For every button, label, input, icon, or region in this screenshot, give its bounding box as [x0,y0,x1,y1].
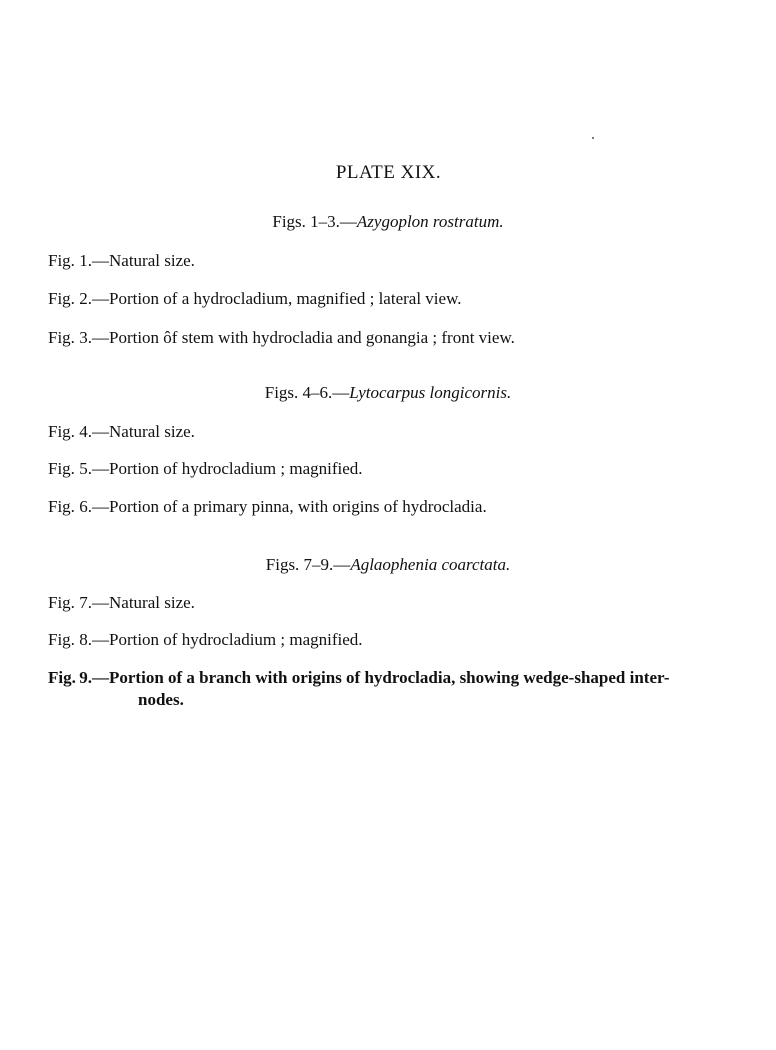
group-heading-prefix: Figs. 1–3.— [272,212,357,231]
fig-label: Fig. [48,289,75,308]
group-heading-prefix: Figs. 7–9.— [265,555,351,574]
fig-text: 5.—Portion of hydrocladium ; magnified. [79,459,363,478]
fig-label: Fig. [48,422,75,441]
fig-label: Fig. [48,328,75,347]
fig-label: Fig. [48,668,76,687]
species-name: Aglaophenia coarctata. [350,555,511,574]
fig-text: 6.—Portion of a primary pinna, with origins of hydrocladia. [79,497,487,516]
figure-caption-4 [48,421,728,443]
fig-text: 7.—Natural size. [79,593,195,612]
fig-text: 8.—Portion of hydrocladium ; magnified. [79,630,363,649]
fig-label: Fig. [48,497,75,516]
paper-speck [592,137,594,139]
figure-caption-7 [48,592,728,614]
figure-caption-9 [48,667,728,711]
fig-label: Fig. [48,630,75,649]
figure-caption-6 [48,496,728,518]
species-name: Lytocarpus longicornis. [349,383,512,402]
group-heading-prefix: Figs. 4–6.— [264,383,350,402]
species-name: Azygoplon rostratum. [356,212,504,231]
fig-text: 9.—Portion of a branch with origins of hydrocladia, showing wedge-shaped inter- [79,668,670,687]
plate-title-text: PLATE XIX. [335,162,442,183]
fig-text: 3.—Portion ôf stem with hydrocladia and gonangia ; front view. [79,328,515,347]
fig-text: 1.—Natural size. [79,251,195,270]
fig-label: Fig. [48,459,75,478]
group-heading-1 [0,212,776,232]
figure-caption-1 [48,250,728,272]
figure-caption-3 [48,327,728,349]
fig-text: 2.—Portion of a hydrocladium, magnified ; lateral view. [79,289,462,308]
figure-caption-8 [48,629,728,651]
fig-text-continuation: nodes. [138,690,184,709]
group-heading-2 [0,383,776,403]
plate-title [0,162,776,184]
fig-label: Fig. [48,251,75,270]
figure-caption-2 [48,288,728,310]
figure-caption-5 [48,458,728,480]
group-heading-3 [0,555,776,575]
fig-label: Fig. [48,593,75,612]
fig-text: 4.—Natural size. [79,422,195,441]
